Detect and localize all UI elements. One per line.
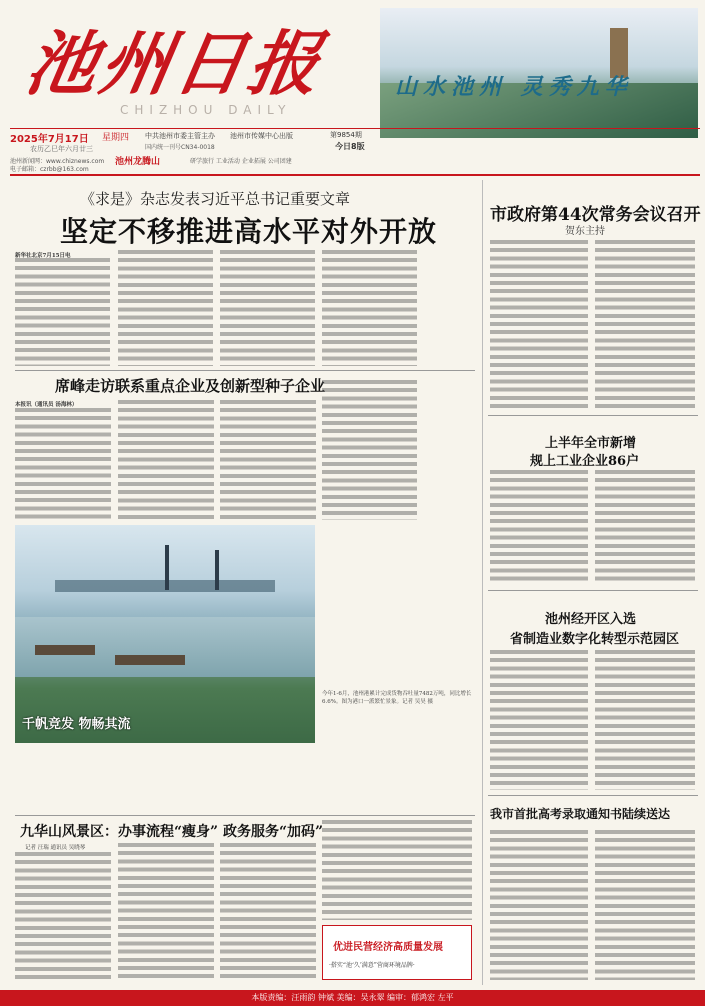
lead-title: 坚定不移推进高水平对外开放 bbox=[60, 215, 438, 248]
website: 池州新闻网：www.chiznews.com bbox=[10, 158, 105, 165]
lead-byline: 新华社北京7月15日电 bbox=[15, 253, 71, 259]
story2-col-1 bbox=[15, 408, 111, 520]
right1-col-1 bbox=[490, 240, 588, 410]
issue-number: 第9854期 bbox=[330, 131, 362, 139]
banner-slogan: 山水池州 灵秀九华 bbox=[395, 74, 633, 100]
page-count: 今日8版 bbox=[335, 142, 365, 151]
photo-caption: 今年1-6月，池州港累计完成货物吞吐量7482万吨，同比增长6.6%。图为港口一派繁忙景象。记者 吴昊 摄 bbox=[322, 691, 472, 705]
right3-title2: 省制造业数字化转型示范园区 bbox=[510, 632, 680, 647]
story3-byline: 记者 汪瑞 通讯员 吴晓琴 bbox=[25, 845, 86, 851]
story3-col-3 bbox=[220, 843, 316, 982]
cn-number: 国内统一刊号CN34-0018 bbox=[145, 144, 215, 151]
publisher-org: 池州市传媒中心出版 bbox=[230, 132, 293, 140]
photo-title: 千帆竞发 物畅其流 bbox=[22, 717, 131, 732]
right2-title: 上半年全市新增 bbox=[545, 436, 637, 451]
lead-col-3 bbox=[220, 250, 315, 366]
right4-col-1 bbox=[490, 830, 588, 980]
right3-title: 池州经开区入选 bbox=[545, 612, 637, 627]
port-photo bbox=[15, 525, 315, 743]
ad-column-title: 池州龙腾山 bbox=[115, 157, 161, 167]
story3-col-1 bbox=[15, 852, 111, 982]
story3-col-4 bbox=[322, 820, 472, 920]
right1-col-2 bbox=[595, 240, 695, 410]
story2-col-2 bbox=[118, 400, 214, 520]
promo-title: 优进民营经济高质量发展 bbox=[333, 942, 443, 953]
right2-title2: 规上工业企业86户 bbox=[530, 454, 640, 469]
right2-col-2 bbox=[595, 470, 695, 585]
lead-col-1 bbox=[15, 258, 110, 366]
right3-col-1 bbox=[490, 650, 588, 790]
lunar-date: 农历乙巳年六月廿三 bbox=[30, 145, 93, 153]
story2-title: 席峰走访联系重点企业及创新型种子企业 bbox=[55, 377, 326, 395]
story3-title: 九华山风景区：办事流程“瘦身” 政务服务“加码” bbox=[20, 824, 324, 840]
right1-sub: 贺东主持 bbox=[565, 226, 605, 237]
lead-col-2 bbox=[118, 250, 213, 366]
lead-kicker: 《求是》杂志发表习近平总书记重要文章 bbox=[80, 190, 351, 208]
story3-col-2 bbox=[118, 843, 214, 982]
lead-col-4 bbox=[322, 250, 417, 366]
right3-col-2 bbox=[595, 650, 695, 790]
story2-byline: 本报讯（通讯员 汤海林） bbox=[15, 402, 78, 408]
email: 电子邮箱：czrbb@163.com bbox=[10, 166, 89, 173]
story-continue-col bbox=[322, 380, 417, 520]
weekday: 星期四 bbox=[102, 133, 130, 143]
promo-box bbox=[322, 925, 472, 980]
date: 2025年7月17日 bbox=[10, 134, 89, 145]
newspaper-pinyin: CHIZHOU DAILY bbox=[120, 103, 292, 117]
right1-title: 市政府第44次常务会议召开 bbox=[490, 205, 701, 225]
promo-sub: ·搭实“池‘久’满意”营商环境品牌· bbox=[329, 962, 415, 969]
right2-col-1 bbox=[490, 470, 588, 585]
publisher-host: 中共池州市委主管主办 bbox=[145, 132, 215, 140]
right4-col-2 bbox=[595, 830, 695, 980]
page-footer: 本版责编：汪雨韵 钟斌 美编：吴永翠 编审：郁鸿宏 左平 bbox=[0, 990, 705, 1006]
story2-col-3 bbox=[220, 400, 316, 520]
newspaper-logo: 池州日报 bbox=[19, 22, 331, 105]
ad-column-tags: 研学旅行 工业活动 企业拓展 公司团建 bbox=[190, 158, 292, 165]
right4-title: 我市首批高考录取通知书陆续送达 bbox=[490, 807, 671, 821]
